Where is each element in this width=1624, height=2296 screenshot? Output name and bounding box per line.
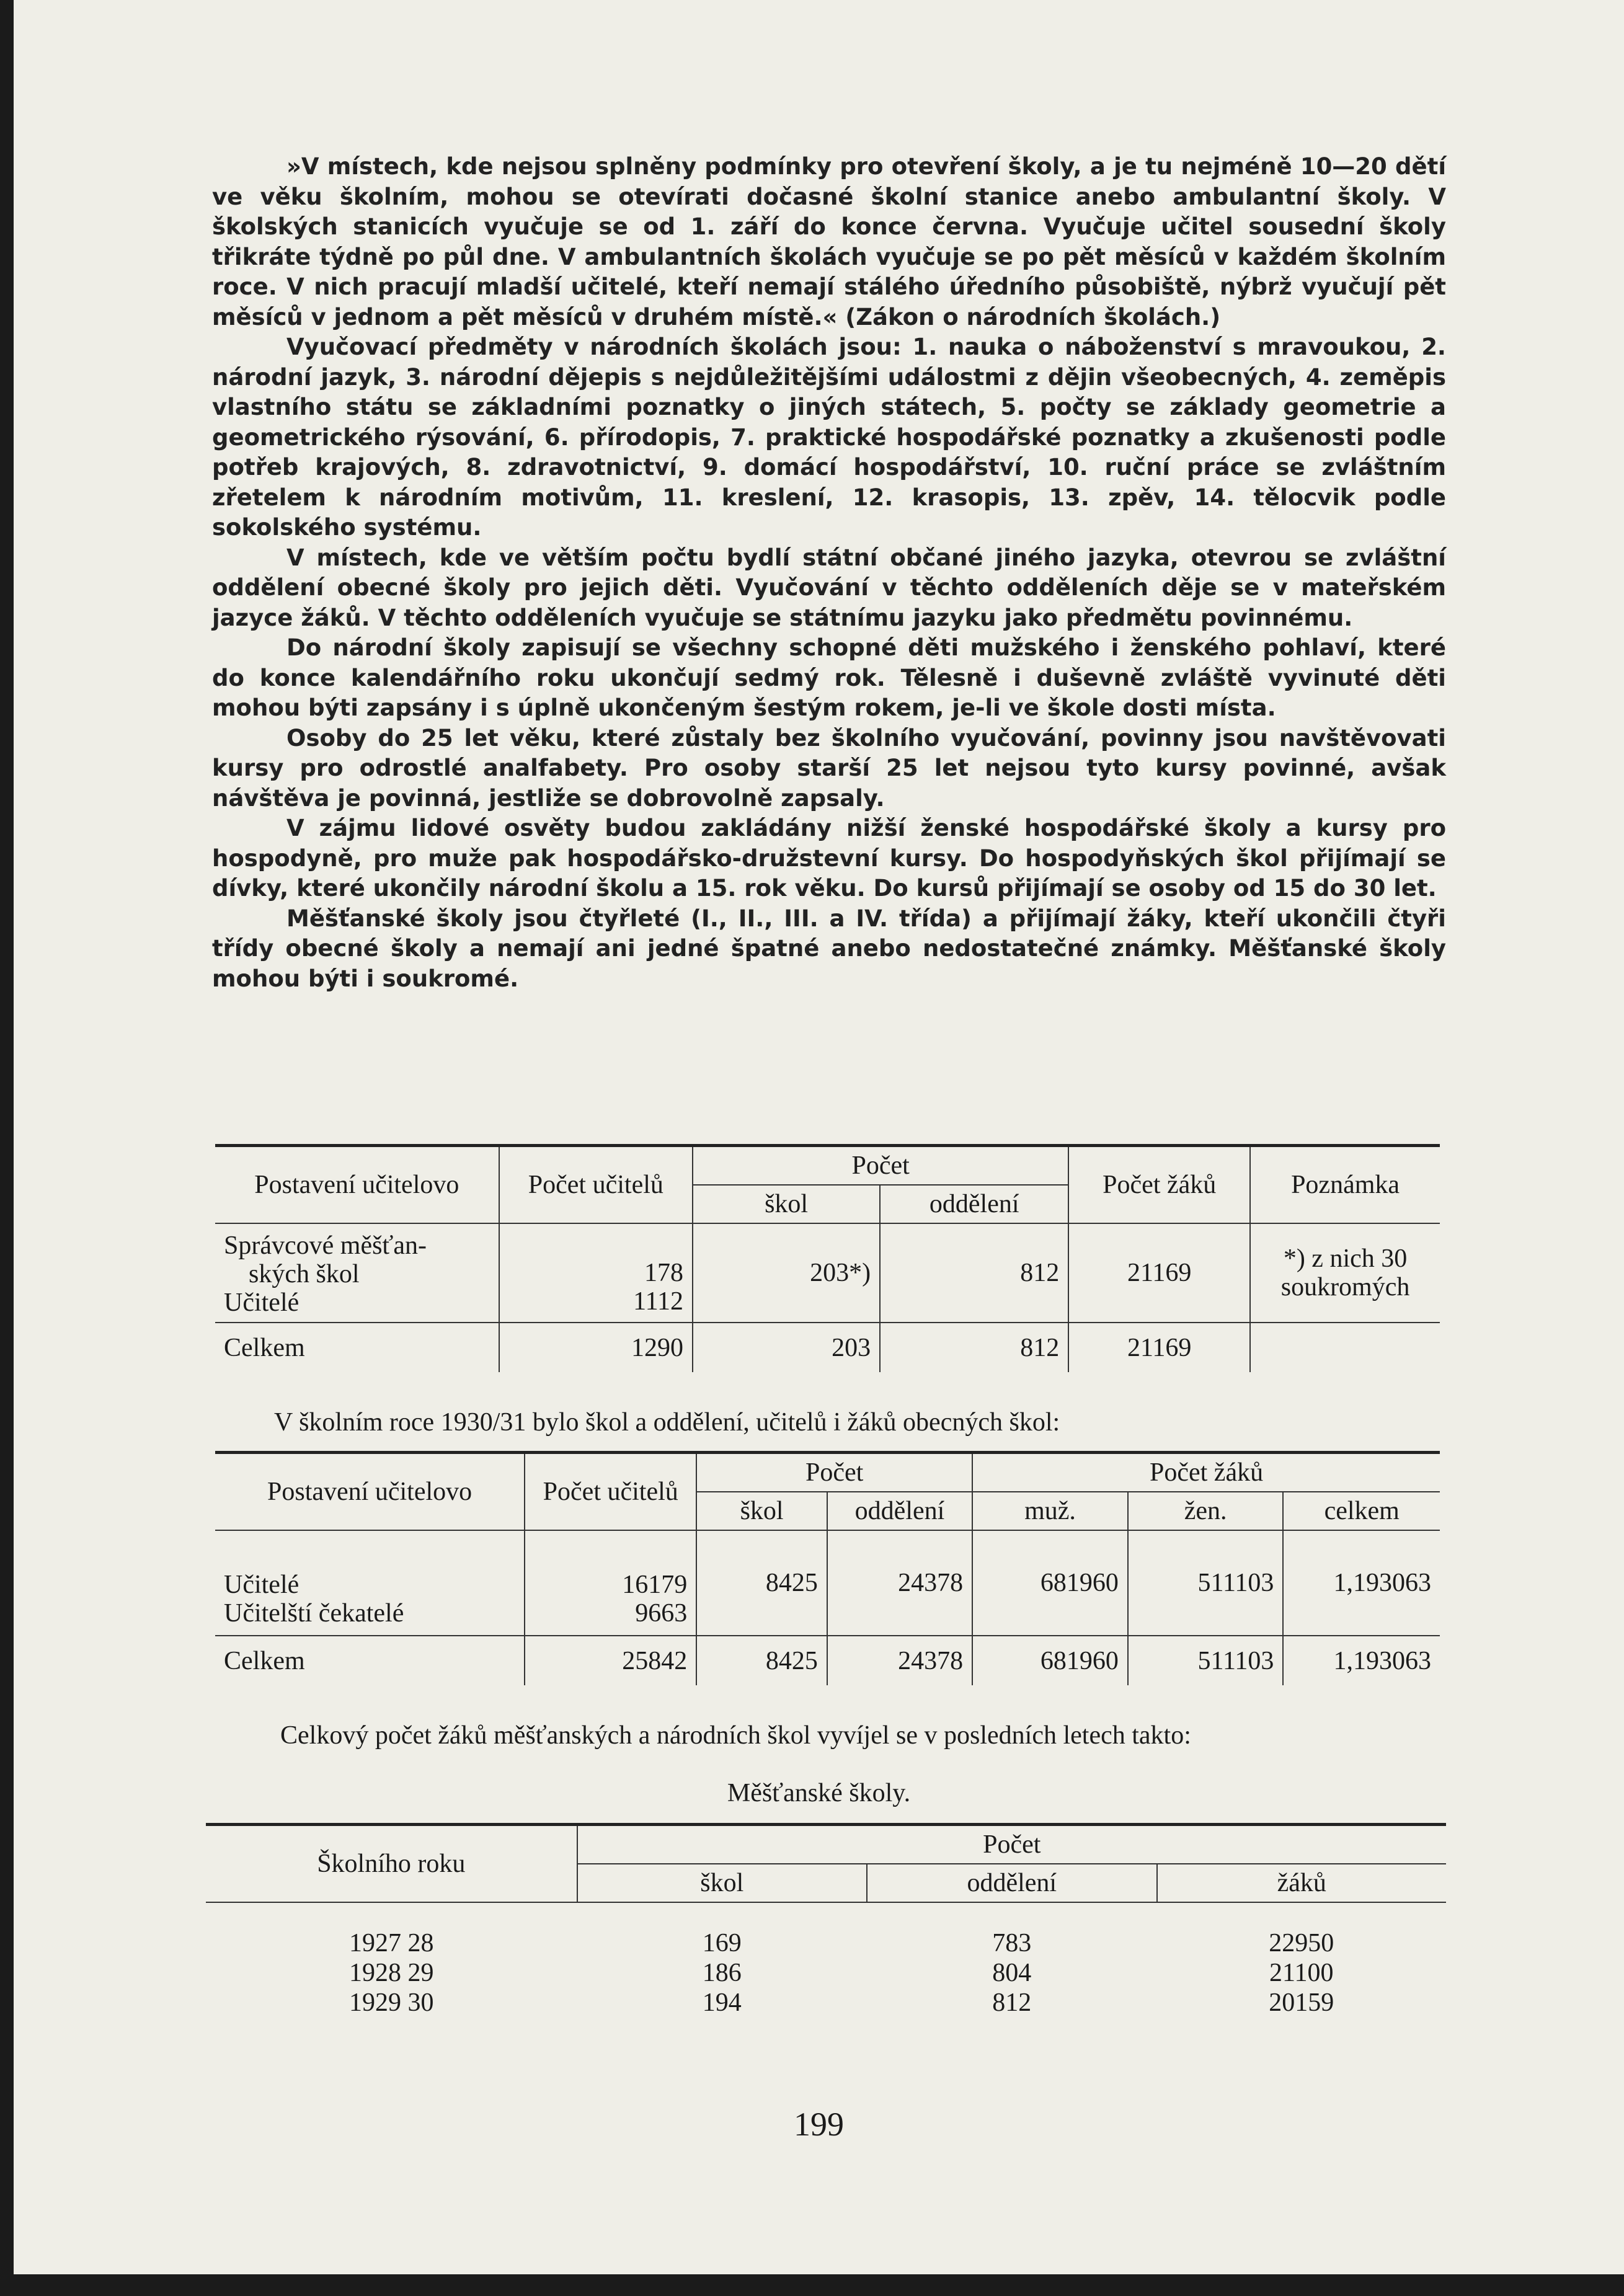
body-text — [212, 152, 1446, 994]
table-teachers-general — [215, 1451, 1440, 1685]
table-cell: 8425 — [696, 1530, 827, 1636]
col-header: žáků — [1157, 1864, 1447, 1902]
col-header: Školního roku — [206, 1825, 577, 1903]
table-cell: 1929 30 — [349, 1988, 434, 2017]
label-line: Učitelé — [224, 1571, 300, 1599]
col-header: Poznámka — [1250, 1146, 1440, 1224]
row-label — [215, 1530, 525, 1636]
table-cell: 20159 — [1269, 1988, 1334, 2017]
row-label: Celkem — [224, 1646, 305, 1675]
label-line: Správcové měšťan- — [224, 1231, 427, 1260]
table-cell: 25842 — [525, 1636, 696, 1685]
paragraph: Měšťanské školy jsou čtyřleté (I., II., III. a IV. třída) a přijímají žáky, kteří ukončili čtyři třídy obecné školy a nemají ani jedné špatné anebo nedostatečné známky. Měšťanské školy mohou býti i soukromé. — [212, 905, 1446, 992]
paragraph: »V místech, kde nejsou splněny podmínky pro otevření školy, a je tu nejméně 10—20 dětí ve věku školním, mohou se otevírati dočasné školní stanice anebo ambulantní školy. V školských stanicích vyučuje se od 1. září do konce června. Vyučuje učitel sousední školy třikráte týdně po půl dne. V ambulantních školách vyučuje se po pět měsíců v každém školním roce. V nich pracují mladší učitelé, kteří nemají stálého úředního působiště, nýbrž vyučují pět měsíců v jednom a pět měsíců v druhém místě.« (Zákon o národních školách.) — [212, 153, 1446, 330]
col-header: škol — [577, 1864, 867, 1902]
col-header: Počet učitelů — [499, 1146, 693, 1224]
table-cell: 1927 28 — [349, 1929, 434, 1957]
table-cell: 24378 — [827, 1530, 972, 1636]
label-line: ských škol — [249, 1260, 360, 1288]
table3-title: Měšťanské školy. — [727, 1779, 911, 1807]
table-cell: 812 — [992, 1988, 1032, 2017]
table-cell: 681960 — [972, 1530, 1128, 1636]
value: 178 — [644, 1259, 684, 1287]
col-header: Počet učitelů — [525, 1453, 696, 1531]
table-cell: 186 — [702, 1959, 742, 1987]
row-label: Celkem — [224, 1333, 305, 1362]
paragraph: V zájmu lidové osvěty budou zakládány nižší ženské hospodářské školy a kursy pro hospodyně, pro muže pak hospodářsko-družstevní kursy. Do hospodyňských škol přijímají se dívky, které ukončily národní školu a 15. rok věku. Do kursů přijímají se osoby od 15 do 30 let. — [212, 815, 1446, 902]
table2-caption: V školním roce 1930/31 bylo škol a oddělení, učitelů i žáků obecných škol: — [274, 1408, 1060, 1437]
table-cell: 511103 — [1128, 1530, 1284, 1636]
value: 1112 — [633, 1287, 684, 1316]
paragraph: Do národní školy zapisují se všechny schopné děti mužského i ženského pohlaví, které do konce kalendářního roku ukončují sedmý rok. Tělesně i duševně zvláště vyvinuté děti mohou býti zapsány i s úplně ukončeným šestým rokem, je-li ve škole dosti místa. — [212, 634, 1446, 721]
paragraph: Vyučovací předměty v národních školách jsou: 1. nauka o náboženství s mravoukou, 2. národní jazyk, 3. národní dějepis s nejdůležitějšími událostmi z dějin všeobecných, 4. zeměpis vlastního státu se základními poznatky o jiných státech, 5. počty se základy geometrie a geometrického rýsování, 6. přírodopis, 7. praktické hospodářské poznatky a zkušenosti podle potřeb krajových, 8. zdravotnictví, 9. domácí hospodářství, 10. ruční práce se zvláštním zřetelem k národním motivům, 11. kreslení, 12. krasopis, 13. zpěv, 14. tělocvik podle sokolského systému. — [212, 334, 1446, 541]
table-teachers-burgher — [215, 1144, 1440, 1372]
table-cell — [499, 1223, 693, 1323]
table-cell: 8425 — [696, 1636, 827, 1685]
col-header: Počet — [577, 1825, 1446, 1864]
table-cell: 783 — [992, 1929, 1032, 1957]
col-header: žen. — [1128, 1492, 1284, 1530]
table-cell — [525, 1530, 696, 1636]
table-cell: 812 — [880, 1323, 1068, 1372]
edge-mark — [9, 1575, 14, 1587]
table-cell: 169 — [702, 1929, 742, 1957]
paragraph: V místech, kde ve větším počtu bydlí státní občané jiného jazyka, otevrou se zvláštní oddělení obecné školy pro jejich děti. Vyučování v těchto odděleních děje se v mateřském jazyce žáků. V těchto odděleních vyučuje se státnímu jazyku jako předmětu povinnému. — [212, 544, 1446, 631]
table-cell: 22950 — [1269, 1929, 1334, 1957]
col-header: Počet — [693, 1146, 1068, 1186]
col-header: oddělení — [867, 1864, 1156, 1902]
col-header: oddělení — [827, 1492, 972, 1530]
col-header: celkem — [1283, 1492, 1440, 1530]
col-header: škol — [693, 1185, 880, 1223]
col-header: Postavení učitelovo — [215, 1453, 525, 1531]
note-cell — [1250, 1223, 1440, 1323]
table3-intro: Celkový počet žáků měšťanských a národních škol vyvíjel se v posledních letech takto: — [280, 1721, 1191, 1750]
table-cell: 21169 — [1068, 1323, 1250, 1372]
table-cell: 812 — [880, 1223, 1068, 1323]
table-cell: 1928 29 — [349, 1959, 434, 1987]
table-cell: 1,193063 — [1283, 1636, 1440, 1685]
table-cell: 203 — [693, 1323, 880, 1372]
table-cell: 804 — [992, 1959, 1032, 1987]
col-header: škol — [696, 1492, 827, 1530]
table-cell: 24378 — [827, 1636, 972, 1685]
paragraph: Osoby do 25 let věku, které zůstaly bez školního vyučování, povinny jsou navštěvovati kursy pro odrostlé analfabety. Pro osoby starší 25 let nejsou tyto kursy povinné, avšak návštěva je povinná, jestliže se dobrovolně zapsaly. — [212, 724, 1446, 812]
table-cell: 21169 — [1068, 1223, 1250, 1323]
value: 9663 — [635, 1599, 688, 1628]
col-header: Počet žáků — [972, 1453, 1440, 1492]
table-cell: 194 — [702, 1988, 742, 2017]
value: 16179 — [622, 1571, 688, 1599]
label-line: Učitelé — [224, 1288, 300, 1317]
table-cell: 681960 — [972, 1636, 1128, 1685]
col-header: muž. — [972, 1492, 1128, 1530]
table-cell: 203*) — [693, 1223, 880, 1323]
table-burgher-history — [206, 1823, 1446, 2021]
edge-mark — [9, 1048, 14, 1060]
table-cell: 1,193063 — [1283, 1530, 1440, 1636]
table-cell: 21100 — [1269, 1959, 1334, 1987]
table-cell: 511103 — [1128, 1636, 1284, 1685]
table-cell — [1250, 1323, 1440, 1372]
col-header: Postavení učitelovo — [215, 1146, 499, 1224]
page-number: 199 — [794, 2106, 844, 2143]
col-header: oddělení — [880, 1185, 1068, 1223]
edge-mark — [9, 422, 14, 434]
note-line: *) z nich 30 — [1283, 1244, 1408, 1273]
page-paper — [14, 0, 1624, 2274]
col-header: Počet žáků — [1068, 1146, 1250, 1224]
row-label — [215, 1223, 499, 1323]
note-line: soukromých — [1280, 1273, 1410, 1301]
table-cell: 1290 — [499, 1323, 693, 1372]
label-line: Učitelští čekatelé — [224, 1599, 404, 1628]
col-header: Počet — [696, 1453, 972, 1492]
